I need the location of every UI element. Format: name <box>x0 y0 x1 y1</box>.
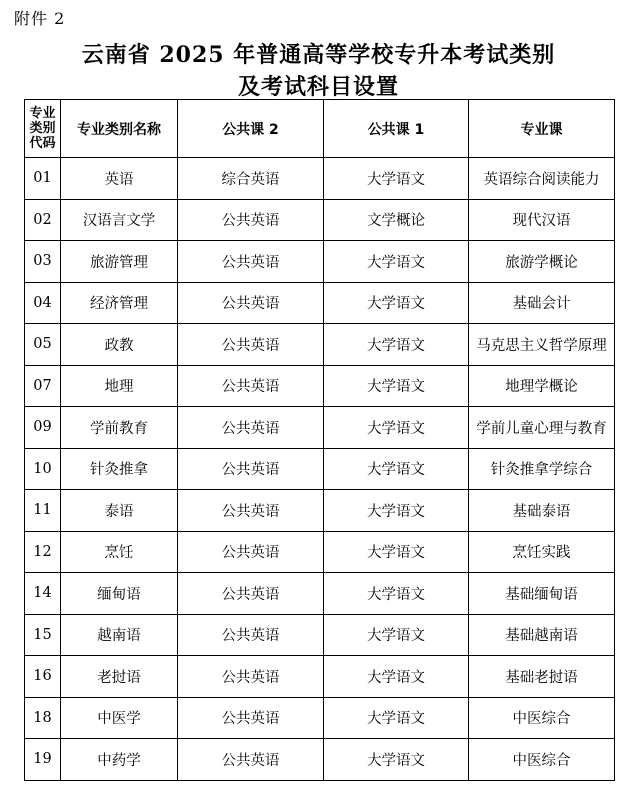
table-row <box>25 573 615 615</box>
cell-public-course-1: 大学语文 <box>324 697 469 739</box>
cell-public-course-1: 大学语文 <box>324 158 469 200</box>
cell-category-name: 中医学 <box>61 697 178 739</box>
cell-public-course-2: 公共英语 <box>178 365 324 407</box>
table-row <box>25 614 615 656</box>
cell-code: 07 <box>25 365 61 407</box>
cell-public-course-1: 大学语文 <box>324 614 469 656</box>
cell-public-course-2: 公共英语 <box>178 241 324 283</box>
cell-code: 04 <box>25 282 61 324</box>
cell-public-course-2: 综合英语 <box>178 158 324 200</box>
cell-code: 10 <box>25 448 61 490</box>
table-body <box>25 158 615 781</box>
cell-category-name: 经济管理 <box>61 282 178 324</box>
cell-major-course: 基础缅甸语 <box>469 573 615 615</box>
cell-code: 03 <box>25 241 61 283</box>
cell-category-name: 汉语言文学 <box>61 199 178 241</box>
cell-major-course: 基础老挝语 <box>469 656 615 698</box>
cell-major-course: 基础越南语 <box>469 614 615 656</box>
header-public-course-2: 公共课 2 <box>178 100 324 158</box>
header-public-course-1: 公共课 1 <box>324 100 469 158</box>
header-code-line1: 专业 <box>29 106 56 121</box>
cell-public-course-2: 公共英语 <box>178 490 324 532</box>
cell-public-course-1: 大学语文 <box>324 365 469 407</box>
table-row <box>25 407 615 449</box>
table-row <box>25 490 615 532</box>
cell-code: 15 <box>25 614 61 656</box>
table-row <box>25 448 615 490</box>
header-category-code <box>25 100 61 158</box>
cell-major-course: 基础会计 <box>469 282 615 324</box>
cell-public-course-2: 公共英语 <box>178 282 324 324</box>
table-row <box>25 656 615 698</box>
header-code-line2: 类别 <box>29 121 56 136</box>
cell-major-course: 旅游学概论 <box>469 241 615 283</box>
cell-major-course: 学前儿童心理与教育 <box>469 407 615 449</box>
cell-code: 02 <box>25 199 61 241</box>
cell-category-name: 越南语 <box>61 614 178 656</box>
cell-public-course-2: 公共英语 <box>178 448 324 490</box>
cell-category-name: 烹饪 <box>61 531 178 573</box>
cell-major-course: 马克思主义哲学原理 <box>469 324 615 366</box>
cell-public-course-2: 公共英语 <box>178 739 324 781</box>
cell-public-course-2: 公共英语 <box>178 656 324 698</box>
document-title-line1: 云南省 2025 年普通高等学校专升本考试类别 <box>81 42 556 68</box>
cell-code: 05 <box>25 324 61 366</box>
cell-category-name: 英语 <box>61 158 178 200</box>
cell-public-course-1: 大学语文 <box>324 324 469 366</box>
cell-public-course-1: 大学语文 <box>324 531 469 573</box>
cell-code: 09 <box>25 407 61 449</box>
cell-public-course-1: 大学语文 <box>324 282 469 324</box>
cell-code: 18 <box>25 697 61 739</box>
table-row <box>25 531 615 573</box>
cell-category-name: 泰语 <box>61 490 178 532</box>
table-row <box>25 739 615 781</box>
document-title-line2: 及考试科目设置 <box>237 74 399 100</box>
cell-public-course-2: 公共英语 <box>178 199 324 241</box>
cell-category-name: 旅游管理 <box>61 241 178 283</box>
cell-public-course-2: 公共英语 <box>178 697 324 739</box>
cell-code: 11 <box>25 490 61 532</box>
cell-public-course-1: 大学语文 <box>324 739 469 781</box>
table-row <box>25 158 615 200</box>
cell-public-course-2: 公共英语 <box>178 324 324 366</box>
cell-code: 12 <box>25 531 61 573</box>
table-header-row <box>25 100 615 158</box>
cell-public-course-1: 大学语文 <box>324 241 469 283</box>
table-row <box>25 282 615 324</box>
cell-category-name: 学前教育 <box>61 407 178 449</box>
cell-category-name: 地理 <box>61 365 178 407</box>
cell-public-course-1: 大学语文 <box>324 656 469 698</box>
cell-major-course: 烹饪实践 <box>469 531 615 573</box>
header-major-course: 专业课 <box>469 100 615 158</box>
cell-major-course: 现代汉语 <box>469 199 615 241</box>
table-row <box>25 241 615 283</box>
exam-subjects-table <box>24 99 615 781</box>
header-category-name: 专业类别名称 <box>61 100 178 158</box>
cell-category-name: 政教 <box>61 324 178 366</box>
attachment-label: 附件 2 <box>14 9 66 28</box>
table-row <box>25 324 615 366</box>
cell-major-course: 英语综合阅读能力 <box>469 158 615 200</box>
cell-public-course-2: 公共英语 <box>178 407 324 449</box>
cell-code: 19 <box>25 739 61 781</box>
cell-public-course-2: 公共英语 <box>178 614 324 656</box>
cell-major-course: 中医综合 <box>469 697 615 739</box>
cell-category-name: 中药学 <box>61 739 178 781</box>
cell-code: 01 <box>25 158 61 200</box>
table-row <box>25 697 615 739</box>
cell-major-course: 针灸推拿学综合 <box>469 448 615 490</box>
cell-public-course-1: 大学语文 <box>324 448 469 490</box>
cell-public-course-1: 大学语文 <box>324 573 469 615</box>
cell-category-name: 缅甸语 <box>61 573 178 615</box>
cell-major-course: 基础泰语 <box>469 490 615 532</box>
cell-code: 16 <box>25 656 61 698</box>
table-row <box>25 365 615 407</box>
cell-category-name: 针灸推拿 <box>61 448 178 490</box>
cell-public-course-2: 公共英语 <box>178 531 324 573</box>
cell-major-course: 中医综合 <box>469 739 615 781</box>
cell-public-course-2: 公共英语 <box>178 573 324 615</box>
cell-public-course-1: 大学语文 <box>324 407 469 449</box>
cell-public-course-1: 大学语文 <box>324 490 469 532</box>
cell-category-name: 老挝语 <box>61 656 178 698</box>
table-row <box>25 199 615 241</box>
cell-major-course: 地理学概论 <box>469 365 615 407</box>
cell-public-course-1: 文学概论 <box>324 199 469 241</box>
header-code-line3: 代码 <box>29 136 56 151</box>
cell-code: 14 <box>25 573 61 615</box>
